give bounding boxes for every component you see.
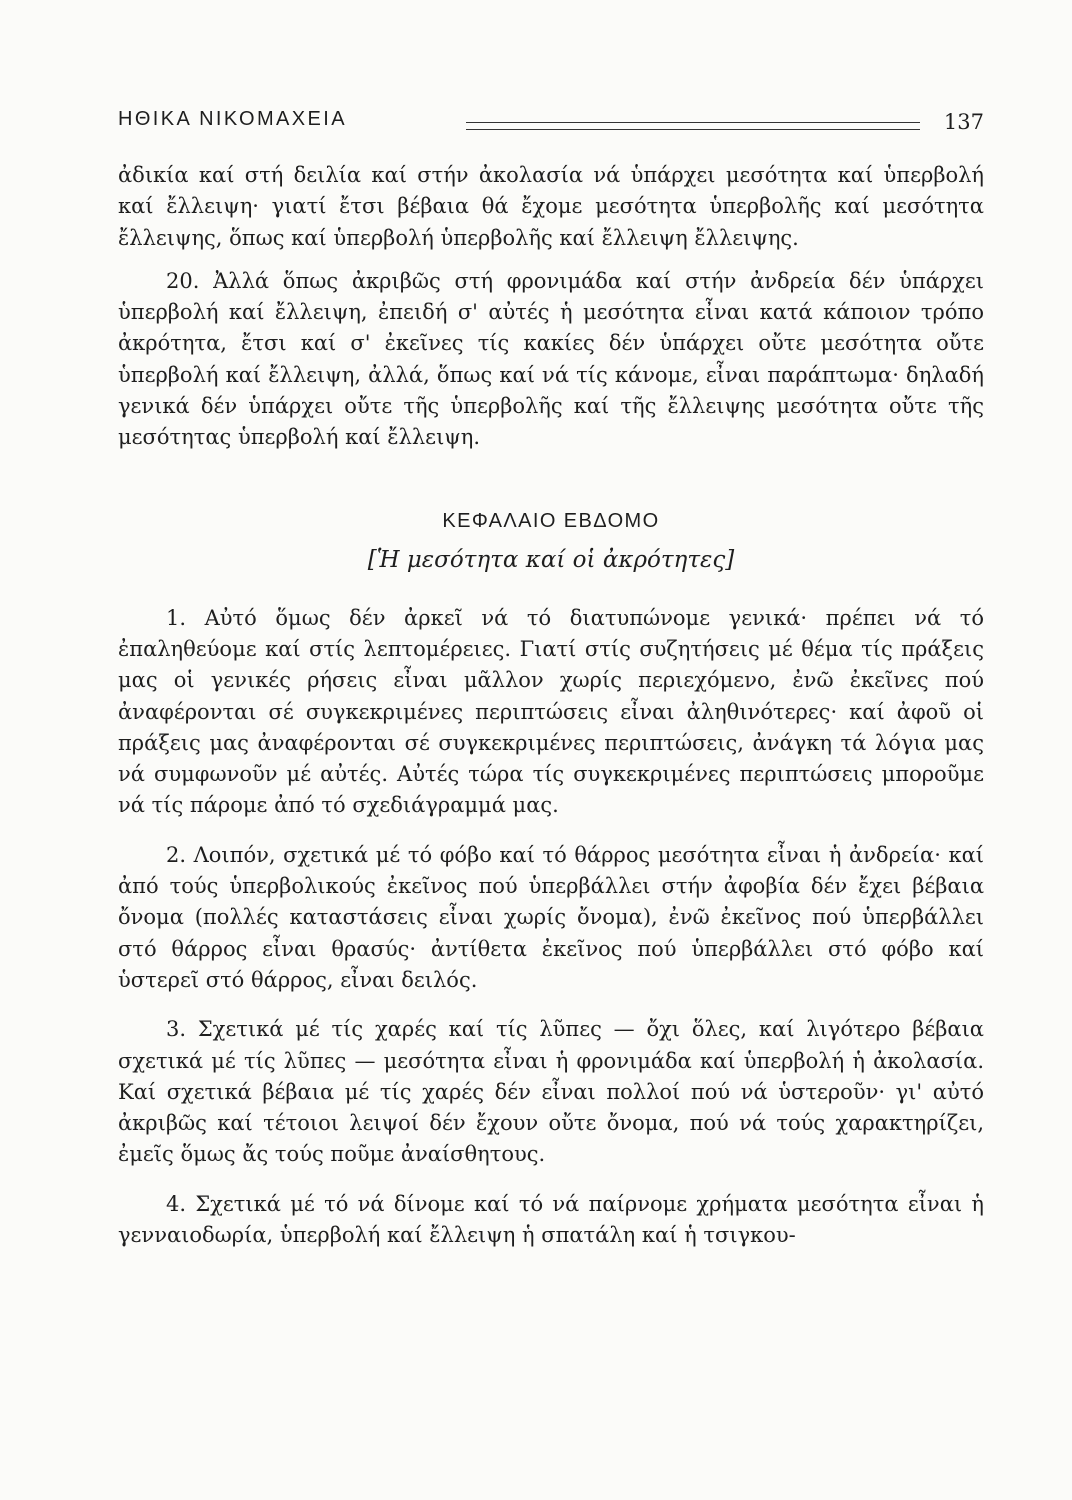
chapter-paragraph-1: 1. Αὐτό ὅμως δέν ἀρκεῖ νά τό διατυπώνομε γενικά· πρέπει νά τό ἐπαληθεύομε καί στίς λεπτομέρειες. Γιατί στίς συζητήσεις μέ θέμα τίς πράξεις μας οἱ γενικές ρήσεις εἶναι μᾶλλον χωρίς περιεχόμενο, ἐνῶ ἐκεῖνες πού ἀναφέρονται σέ συγκεκριμένες περιπτώσεις εἶναι ἀληθινότερες· καί ἀφοῦ οἱ πράξεις μας ἀναφέρονται σέ συγκεκριμένες περιπτώσεις, ἀνάγκη τά λόγια μας νά συμφωνοῦν μέ αὐτές. Αὐτές τώρα τίς συγκεκριμένες περιπτώσεις μποροῦμε νά τίς πάρομε ἀπό τό σχεδιάγραμμά μας.	[118, 605, 984, 818]
page-number: 137	[943, 110, 984, 134]
running-header	[118, 104, 984, 136]
chapter-paragraph-3: 3. Σχετικά μέ τίς χαρές καί τίς λῦπες — ὄχι ὅλες, καί λιγότερο βέβαια σχετικά μέ τίς λῦπες — μεσότητα εἶναι ἡ φρονιμάδα καί ὑπερβολή ἡ ἀκολασία. Καί σχετικά βέβαια μέ τίς χαρές δέν εἶναι πολλοί πού νά ὑστεροῦν· γι' αὐτό ἀκριβῶς καί τέτοιοι λειψοί δέν ἔχουν οὔτε ὄνομα, πού νά τούς χαρακτηρίζει, ἐμεῖς ὅμως ἄς τούς ποῦμε ἀναίσθητους.	[118, 1017, 984, 1167]
chapter-paragraph-2: 2. Λοιπόν, σχετικά μέ τό φόβο καί τό θάρρος μεσότητα εἶναι ἡ ἀνδρεία· καί ἀπό τούς ὑπερβολικούς ἐκεῖνος πού ὑπερβάλλει στήν ἀφοβία δέν ἔχει βέβαια ὄνομα (πολλές καταστάσεις εἶναι χωρίς ὄνομα), ἐνῶ ἐκεῖνος πού ὑπερβάλλει στό θάρρος εἶναι θρασύς· ἀντίθετα ἐκεῖνος πού ὑπερβάλλει στό φόβο καί ὑστερεῖ στό θάρρος, εἶναι δειλός.	[118, 842, 984, 992]
running-title: ΗΘΙΚΑ ΝΙΚΟΜΑΧΕΙΑ	[118, 108, 347, 130]
chapter-paragraph-4: 4. Σχετικά μέ τό νά δίνομε καί τό νά παίρνομε χρήματα μεσότητα εἶναι ἡ γενναιοδωρία, ὑπερβολή καί ἔλλειψη ἡ σπατάλη καί ἡ τσιγκου-	[118, 1191, 984, 1248]
paragraph-20: 20. Ἀλλά ὅπως ἀκριβῶς στή φρονιμάδα καί στήν ἀνδρεία δέν ὑπάρχει ὑπερβολή καί ἔλλειψη, ἐπειδή σ' αὐτές ἡ μεσότητα εἶναι κατά κάποιον τρόπο ἀκρότητα, ἔτσι καί σ' ἐκεῖνες τίς κακίες δέν ὑπάρχει οὔτε μεσότητα οὔτε ὑπερβολή καί ἔλλειψη, ἀλλά, ὅπως καί νά τίς κάνομε, εἶναι παράπτωμα· δηλαδή γενικά δέν ὑπάρχει οὔτε τῆς ὑπερβολῆς καί τῆς ἔλλειψης μεσότητα οὔτε τῆς μεσότητας ὑπερβολή καί ἔλλειψη.	[118, 268, 984, 450]
body-text	[118, 160, 984, 1251]
continued-paragraph: ἀδικία καί στή δειλία καί στήν ἀκολασία νά ὑπάρχει μεσότητα καί ὑπερβολή καί ἔλλειψη· γιατί ἔτσι βέβαια θά ἔχομε μεσότητα ὑπερβολῆς καί μεσότητα ἔλλειψης, ὅπως καί ὑπερβολή ὑπερβολῆς καί ἔλλειψη ἔλλειψης.	[118, 163, 984, 250]
chapter-heading: ΚΕΦΑΛΑΙΟ ΕΒΔΟΜΟ	[442, 509, 660, 532]
chapter-subtitle: [Ἡ μεσότητα καί οἱ ἀκρότητες]	[367, 546, 735, 573]
header-double-rule	[466, 122, 920, 130]
